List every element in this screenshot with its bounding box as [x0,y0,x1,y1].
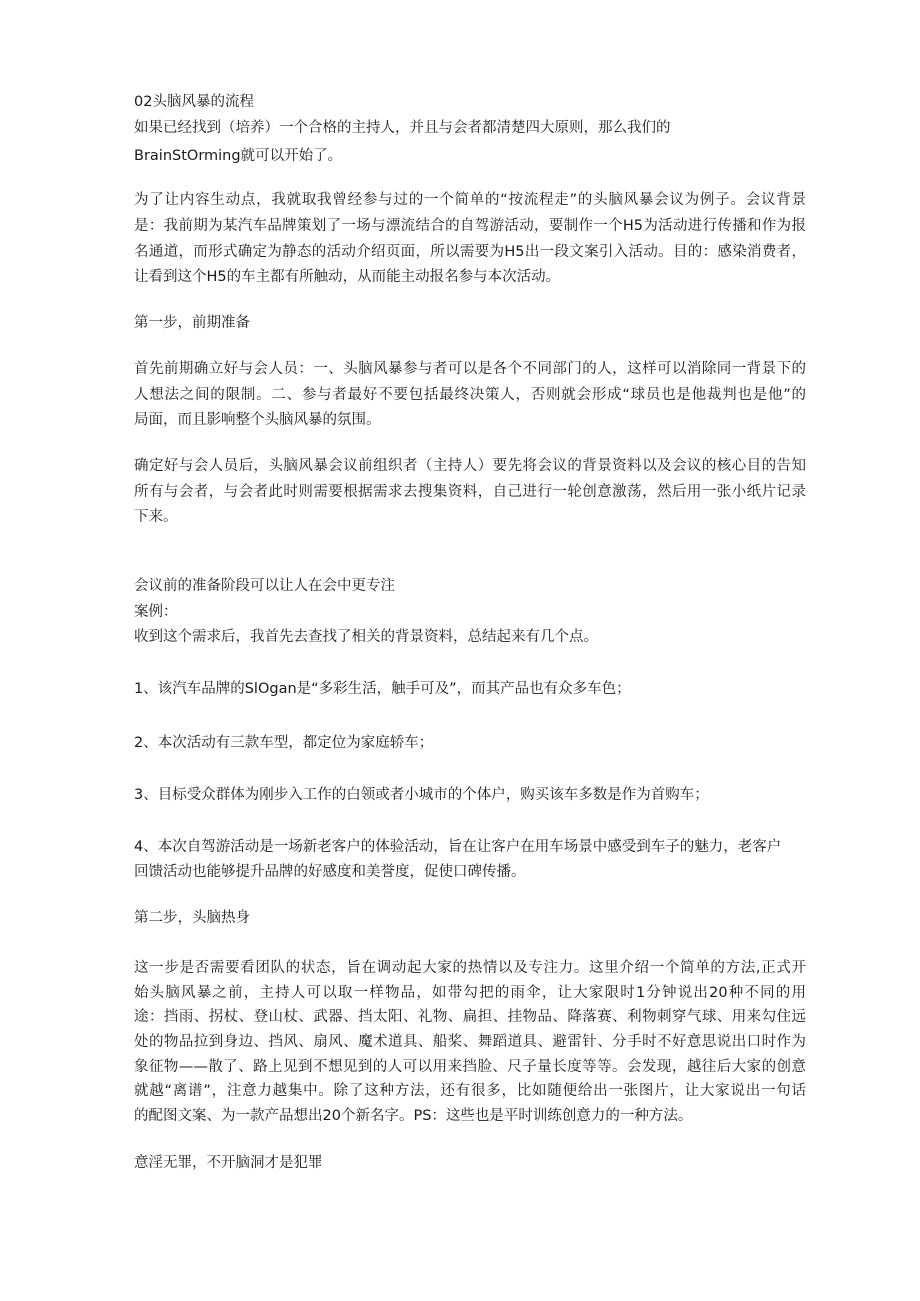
step2-para-line: 处的物品拉到身边、挡风、扇风、魔术道具、船桨、舞蹈道具、避雷针、分手时不好意思说出口时作为 [134,1034,806,1050]
case-heading-line: 会议前的准备阶段可以让人在会中更专注 [134,578,395,594]
point-line: 2、本次活动有三款车型，都定位为家庭轿车； [134,735,434,751]
background-line: 是：我前期为某汽车品牌策划了一场与漂流结合的自驾游活动，要制作一个H5为活动进行传播和作为报 [134,218,806,234]
point-line: 3、目标受众群体为刚步入工作的白领或者小城市的个体户，购买该车多数是作为首购车； [134,787,709,803]
point-line: 4、本次自驾游活动是一场新老客户的体验活动，旨在让客户在用车场景中感受到车子的魅力，老客户 [134,839,782,855]
step2-para-line: 的配图文案、为一款产品想出20个新名字。PS：这些也是平时训练创意力的一种方法。 [134,1108,693,1124]
point-line: 1、该汽车品牌的SlOgan是“多彩生活，触手可及”，而其产品也有众多车色； [134,681,631,697]
step1-para1-line: 局面，而且影响整个头脑风暴的氛围。 [134,412,381,428]
background-line: 为了让内容生动点，我就取我曾经参与过的一个简单的“按流程走”的头脑风暴会议为例子。会议背景 [134,192,806,208]
background-line: 名通道，而形式确定为静态的活动介绍页面，所以需要为H5出一段文案引入活动。目的：感染消费者， [134,244,806,260]
case-heading-line: 收到这个需求后，我首先去查找了相关的背景资料，总结起来有几个点。 [134,629,598,645]
step1-title: 第一步，前期准备 [134,315,250,331]
step1-para2-line: 所有与会者，与会者此时则需要根据需求去搜集资料，自己进行一轮创意激荡，然后用一张小纸片记录 [134,484,806,500]
background-line: 让看到这个H5的车主都有所触动，从而能主动报名参与本次活动。 [134,269,561,285]
step2-para-line: 象征物——散了、路上见到不想见到的人可以用来挡脸、尺子量长度等等。会发现，越往后大家的创意 [134,1059,806,1075]
step2-title: 第二步，头脑热身 [134,910,250,926]
step2-para-line: 始头脑风暴之前，主持人可以取一样物品，如带勾把的雨伞，让大家限时1分钟说出20种不同的用 [134,985,806,1001]
step1-para1-line: 首先前期确立好与会人员：一、头脑风暴参与者可以是各个不同部门的人，这样可以消除同一背景下的 [134,361,806,377]
step2-para-line: 途：挡雨、拐杖、登山杖、武器、挡太阳、礼物、扁担、挂物品、降落赛、利物刺穿气球、用来勾住远 [134,1009,806,1025]
intro-line: BrainStOrming就可以开始了。 [134,148,343,164]
intro-line: 如果已经找到（培养）一个合格的主持人，并且与会者都清楚四大原则，那么我们的 [134,120,671,136]
step2-para-line: 这一步是否需要看团队的状态，旨在调动起大家的热情以及专注力。这里介绍一个简单的方法,正式开 [134,960,806,976]
step2-para-line: 就越“离谱”，注意力越集中。除了这种方法，还有很多，比如随便给出一张图片，让大家说出一句话 [134,1083,806,1099]
closing-line: 意淫无罪，不开脑洞才是犯罪 [134,1155,323,1171]
step1-para2-line: 下来。 [134,509,178,525]
point-line: 回馈活动也能够提升品牌的好感度和美誉度，促使口碑传播。 [134,864,526,880]
section-title: 02头脑风暴的流程 [134,94,254,110]
step1-para2-line: 确定好与会人员后，头脑风暴会议前组织者（主持人）要先将会议的背景资料以及会议的核心目的告知 [134,458,806,474]
step1-para1-line: 人想法之间的限制。二、参与者最好不要包括最终决策人，否则就会形成“球员也是他裁判也是他”的 [134,387,806,403]
case-heading-line: 案例： [134,604,178,620]
